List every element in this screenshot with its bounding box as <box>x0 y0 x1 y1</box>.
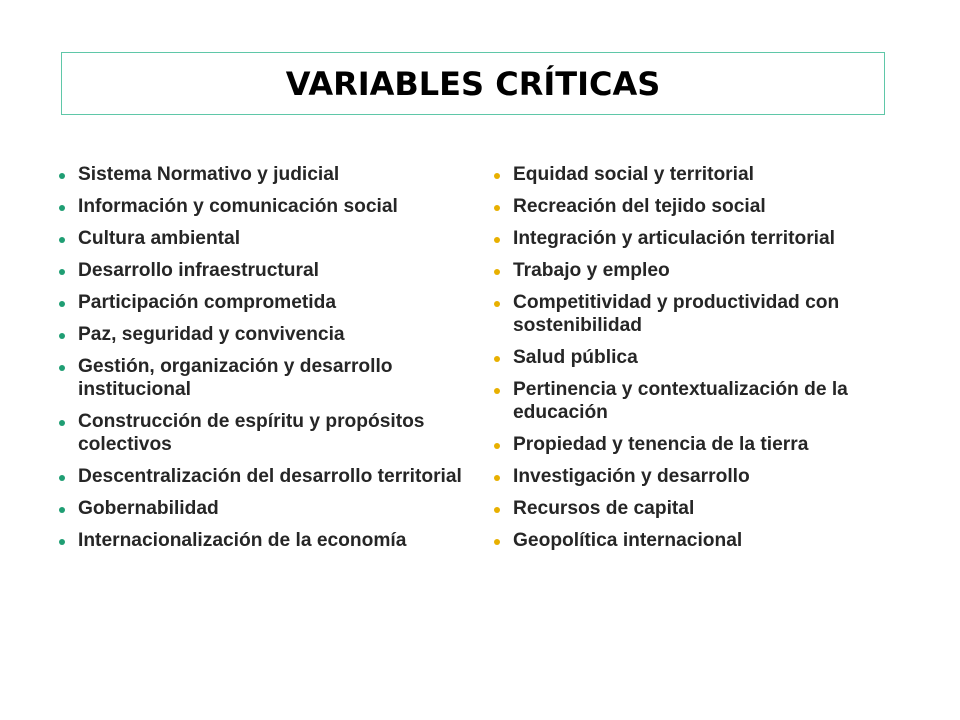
list-item-label: Salud pública <box>513 347 638 368</box>
title-box <box>61 52 885 115</box>
bullet-icon <box>494 205 500 211</box>
list-item <box>490 465 910 488</box>
list-item <box>490 227 910 250</box>
bullet-icon <box>494 356 500 362</box>
bullet-icon <box>59 539 65 545</box>
list-item-label: Descentralización del desarrollo territorial <box>78 466 462 487</box>
list-item <box>55 163 475 186</box>
list-item <box>55 195 475 218</box>
bullet-icon <box>494 507 500 513</box>
list-item-label: Paz, seguridad y convivencia <box>78 324 345 345</box>
list-item <box>55 291 475 314</box>
list-item <box>490 529 910 552</box>
list-item <box>55 259 475 282</box>
list-item-label: Desarrollo infraestructural <box>78 260 319 281</box>
list-item <box>55 355 475 401</box>
list-item-label: Equidad social y territorial <box>513 164 754 185</box>
bullet-icon <box>59 507 65 513</box>
list-item-label: Integración y articulación territorial <box>513 228 836 249</box>
bullet-icon <box>494 443 500 449</box>
list-item-label: Competitividad y productividad con sostenibilidad <box>513 292 840 336</box>
list-item <box>490 195 910 218</box>
list-item-label: Trabajo y empleo <box>513 260 670 281</box>
bullet-icon <box>494 539 500 545</box>
bullet-icon <box>59 301 65 307</box>
slide-title: VARIABLES CRÍTICAS <box>285 64 661 103</box>
bullet-icon <box>494 301 500 307</box>
bullet-icon <box>494 237 500 243</box>
list-item-label: Participación comprometida <box>78 292 337 313</box>
list-item <box>55 497 475 520</box>
list-item-label: Recursos de capital <box>513 498 695 519</box>
bullet-icon <box>494 269 500 275</box>
bullet-icon <box>494 173 500 179</box>
list-item-label: Internacionalización de la economía <box>78 530 407 551</box>
list-item-label: Propiedad y tenencia de la tierra <box>513 434 809 455</box>
bullet-icon <box>59 269 65 275</box>
bullet-icon <box>494 388 500 394</box>
bullet-icon <box>59 365 65 371</box>
list-item-label: Cultura ambiental <box>78 228 241 249</box>
list-item-label: Recreación del tejido social <box>513 196 766 217</box>
bullet-icon <box>59 237 65 243</box>
bullet-icon <box>59 333 65 339</box>
list-item <box>490 497 910 520</box>
bullet-icon <box>59 420 65 426</box>
list-item-label: Sistema Normativo y judicial <box>78 164 340 185</box>
list-item-label: Investigación y desarrollo <box>513 466 750 487</box>
list-item-label: Geopolítica internacional <box>513 530 743 551</box>
list-item <box>490 163 910 186</box>
bullet-icon <box>59 475 65 481</box>
bullet-icon <box>494 475 500 481</box>
list-item <box>55 323 475 346</box>
bullet-icon <box>59 205 65 211</box>
bullet-icon <box>59 173 65 179</box>
list-item-label: Gobernabilidad <box>78 498 219 519</box>
list-item-label: Gestión, organización y desarrollo institucional <box>78 356 393 400</box>
list-item-label: Información y comunicación social <box>78 196 398 217</box>
right-variable-list <box>490 163 910 561</box>
list-item <box>55 529 475 552</box>
list-item <box>490 378 910 424</box>
list-item-label: Construcción de espíritu y propósitos colectivos <box>78 411 425 455</box>
list-item <box>490 346 910 369</box>
list-item-label: Pertinencia y contextualización de la educación <box>513 379 848 423</box>
list-item <box>55 227 475 250</box>
list-item <box>490 259 910 282</box>
list-item <box>490 433 910 456</box>
list-item <box>55 465 475 488</box>
list-item <box>55 410 475 456</box>
left-variable-list <box>55 163 475 561</box>
list-item <box>490 291 910 337</box>
